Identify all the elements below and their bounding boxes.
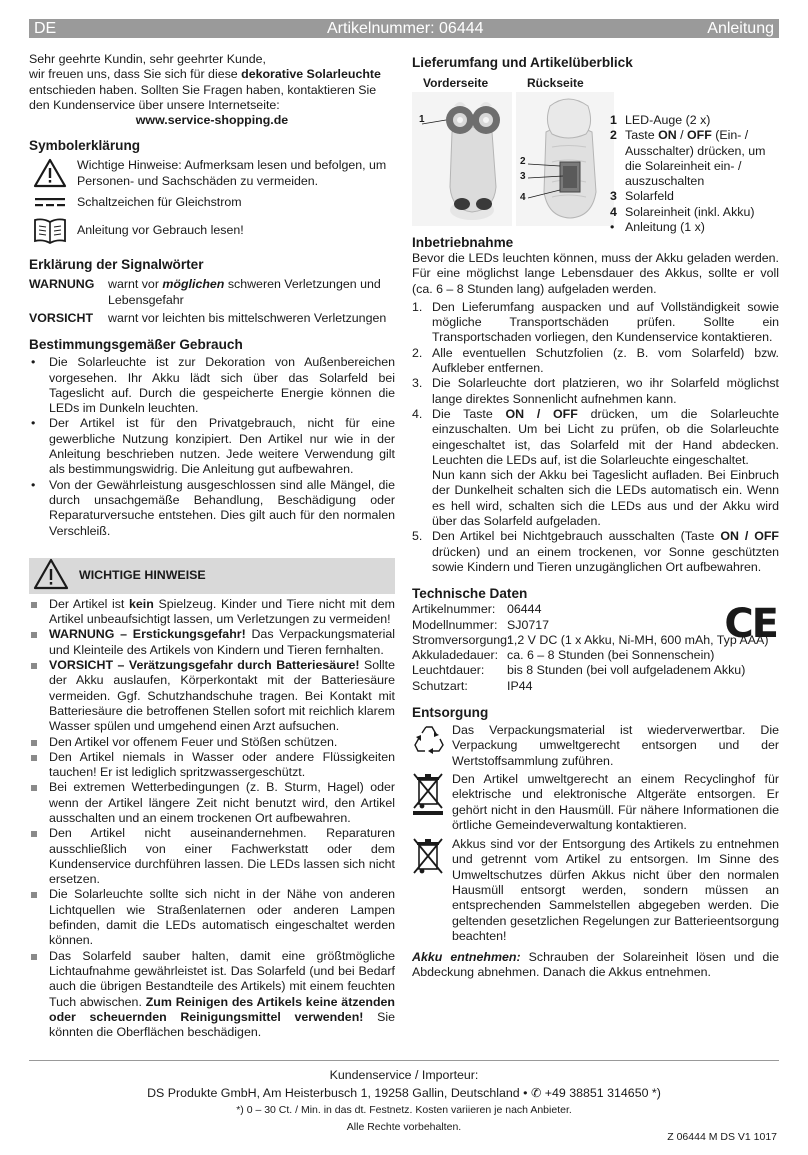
list-item: WARNUNG – Erstickungsgefahr! Das Verpackungsmaterial und Kleinteile des Artikels von Kindern und Tieren fernhalten. xyxy=(29,627,395,658)
crossed-bin-icon xyxy=(412,772,452,820)
intro xyxy=(29,52,395,128)
footer-address: DS Produkte GmbH, Am Heisterbusch 1, 19258 Gallin, Deutschland • ✆ +49 38851 314650 *) xyxy=(147,1086,661,1100)
list-item: VORSICHT – Verätzungsgefahr durch Batteriesäure! Sollte der Akku auslaufen, Körperkontakt mit der Batteriesäure vermeiden. Ggf. Schutzhandschuhe tragen. Bei Kontakt mit Batteriesäure die betroffenen Stellen sofort mit reichlich klarem Wasser spülen und umgehend einen Arzt aufsuchen. xyxy=(29,658,395,734)
recycling-icon xyxy=(412,723,452,759)
list-item: • Der Artikel ist für den Privatgebrauch, nicht für eine gewerbliche Nutzung konzipiert. Den Artikel nur wie in der Anleitung beschrieben nutzen. Jede weitere Verwendung gilt als bestimmungswidrig. Die Anleitung gut aufbewahren. xyxy=(29,416,395,477)
legend-item: 2 Taste ON / OFF (Ein- / Ausschalter) drücken, um die Solareinheit ein- / auszuschalten xyxy=(610,128,766,189)
table-row: Artikelnummer: 06444 xyxy=(412,602,542,617)
disposal-weee xyxy=(412,772,779,833)
left-column xyxy=(29,52,395,1040)
symbol-manual-row xyxy=(29,216,395,244)
important-notes-title: WICHTIGE HINWEISE xyxy=(79,568,206,583)
footer-service-label: Kundenservice / Importeur: xyxy=(329,1068,479,1082)
document-type: Anleitung xyxy=(707,20,774,37)
direct-current-icon xyxy=(29,195,71,209)
legend-item: 1 LED-Auge (2 x) xyxy=(610,113,711,127)
footer-rights: Alle Rechte vorbehalten. xyxy=(346,1121,462,1133)
list-item: • Von der Gewährleistung ausgeschlossen sind alle Mängel, die durch unsachgemäße Behandlung, Beschädigung oder Reparaturversuche entstehen. Dies gilt auch für den normalen Verschleiß. xyxy=(29,478,395,539)
disposal-battery xyxy=(412,837,779,944)
article-number: Artikelnummer: 06444 xyxy=(327,20,484,37)
signal-warnung-text: warnt vor möglichen schweren Verletzungen und Lebensgefahr xyxy=(108,277,381,307)
list-item: 2. Alle eventuellen Schutzfolien (z. B. vom Solarfeld) bzw. Aufkleber entfernen. xyxy=(412,345,779,376)
front-view-label: Vorderseite xyxy=(423,76,489,90)
crossed-bin-battery-icon xyxy=(412,837,452,881)
table-row: Modellnummer: SJ0717 xyxy=(412,617,550,632)
legend-item: 3 Solarfeld xyxy=(610,189,674,204)
document-code: Z 06444 M DS V1 1017 xyxy=(667,1131,777,1143)
list-item: Der Artikel ist kein Spielzeug. Kinder und Tiere nicht mit dem Artikel unbeaufsichtigt lassen, um Verletzungen zu vermeiden! xyxy=(29,597,395,628)
product-overview xyxy=(412,76,779,235)
startup-heading: Inbetriebnahme xyxy=(412,235,514,250)
footer-cost-note: *) 0 – 30 Ct. / Min. in das dt. Festnetz. Kosten variieren je nach Anbieter. xyxy=(236,1104,572,1116)
symbol-warning-row xyxy=(29,158,395,189)
usage-list xyxy=(29,355,395,539)
warning-triangle-icon xyxy=(33,558,69,594)
disposal-packaging-text: Das Verpackungsmaterial ist wiederverwertbar. Die Verpackung umweltgerecht entsorgen und der Wertstoffsammlung zuführen. xyxy=(452,723,779,768)
list-item: 5. Den Artikel bei Nichtgebrauch ausschalten (Taste ON / OFF drücken) und an einem trockenen, vor Sonne geschützten sowie Kindern und Tieren unzugänglichen Ort aufbewahren. xyxy=(412,529,779,574)
list-item: 4. Die Taste ON / OFF drücken, um die Solarleuchte einzuschalten. Um bei Licht zu prüfen, ob die Solarleuchte eingeschaltet ist, das Solarfeld mit der Hand abdecken. Leuchten die LEDs auf, ist die Solarleuchte eingeschaltet. Nun kann sich der Akku bei Tageslicht aufladen. Bei Einbruch der Dunkelheit schalten sich die LEDs automatisch ein. Wenn es hell wird, schalten sich die LEDs aus und der Akku wird über das Solarfeld aufgeladen. xyxy=(412,406,779,529)
back-view-label: Rückseite xyxy=(527,76,584,90)
phone-icon: ✆ xyxy=(530,1086,545,1100)
list-item: Den Artikel nicht auseinandernehmen. Reparaturen ausschließlich von einer Fachwerkstatt oder dem Kundenservice durchführen lassen. Die LEDs lassen sich nicht ersetzen. xyxy=(29,826,395,887)
list-item: 1. Den Lieferumfang auspacken und auf Vollständigkeit sowie mögliche Transportschäden prüfen. Sollte ein Transportschaden vorliegen, den Kundenservice kontaktieren. xyxy=(412,299,779,345)
open-book-icon xyxy=(29,216,71,244)
callout-1: 1 xyxy=(419,114,425,125)
disposal-packaging xyxy=(412,723,779,769)
list-item: • Die Solarleuchte ist zur Dekoration von Außenbereichen vorgesehen. Ihr Akku lädt sich über das Solarfeld bei Tageslicht auf. Durch die gespeicherte Energie können die LEDs im Dunkeln leuchten. xyxy=(29,355,395,416)
language-code: DE xyxy=(34,20,57,37)
callout-2: 2 xyxy=(520,156,526,167)
signal-warnung-key: WARNUNG xyxy=(29,277,95,292)
list-item: Das Solarfeld sauber halten, damit eine größtmögliche Lichtaufnahme gewährleistet ist. Das Solarfeld (und bei Bedarf auch die übrigen Bestandteile des Artikels) mit einem feuchten Tuch abwischen. Zum Reinigen des Artikels keine ätzenden oder scheuernden Reinigungsmittel verwenden! Sie könnten die Oberflächen beschädigen. xyxy=(29,949,395,1041)
symbols-heading: Symbolerklärung xyxy=(29,138,141,154)
tech-heading: Technische Daten xyxy=(412,586,528,602)
battery-removal: Akku entnehmen: Schrauben der Solareinheit lösen und die Abdeckung abnehmen. Danach die Akkus entnehmen. xyxy=(412,950,779,980)
signal-vorsicht-key: VORSICHT xyxy=(29,310,94,325)
disposal-weee-text: Den Artikel umweltgerecht an einem Recyclinghof für elektrische und elektronische Altgeräte entsorgen. Er gehört nicht in den Hausmüll. Für nähere Informationen die örtliche Gemeindeverwaltung kontaktieren. xyxy=(452,771,779,832)
legend-item: • Anleitung (1 x) xyxy=(610,220,705,235)
right-column xyxy=(412,52,779,981)
service-url[interactable]: www.service-shopping.de xyxy=(135,113,289,128)
warning-triangle-icon xyxy=(29,158,71,188)
list-item: Die Solarleuchte sollte sich nicht in der Nähe von anderen Lichtquellen wie Straßenlaternen oder anderen Lampen befinden, damit die LEDs automatisch eingeschaltet werden können. xyxy=(29,887,395,948)
startup-steps xyxy=(412,300,779,575)
legend-item: 4 Solareinheit (inkl. Akku) xyxy=(610,204,755,219)
signal-vorsicht-row xyxy=(29,311,395,326)
important-notes-bar xyxy=(29,558,395,594)
front-view-image xyxy=(412,92,512,226)
scope-legend xyxy=(610,113,779,235)
disposal-battery-text: Akkus sind vor der Entsorgung des Artikels zu entnehmen und getrennt vom Artikel zu entsorgen. Im Sinne des Umweltschutzes dürfen Akkus nicht über den normalen Hausmüll entsorgt werden, sondern müssen an entsprechenden Sammelstellen abgegeben werden. Die geltenden gesetzlichen Regelungen zur Batterieentsorgung beachten! xyxy=(452,837,779,943)
list-item: Den Artikel niemals in Wasser oder andere Flüssigkeiten tauchen! Er ist lediglich spritzwassergeschützt. xyxy=(29,750,395,781)
table-row: Leuchtdauer: bis 8 Stunden (bei voll aufgeladenem Akku) xyxy=(412,663,746,678)
important-notes-list xyxy=(29,597,395,1041)
greeting: Sehr geehrte Kundin, sehr geehrter Kunde, xyxy=(29,52,266,66)
table-row: Schutzart: IP44 xyxy=(412,678,533,693)
header-bar xyxy=(29,19,779,38)
signal-words-heading: Erklärung der Signalwörter xyxy=(29,257,204,273)
scope-heading: Lieferumfang und Artikelüberblick xyxy=(412,55,633,70)
list-item: Bei extremen Wetterbedingungen (z. B. Sturm, Hagel) oder wenn der Artikel längere Zeit nicht benutzt wird, den Artikel ausschalten und an einem trockenen Ort aufbewahren. xyxy=(29,780,395,826)
symbol-warning-text: Wichtige Hinweise: Aufmerksam lesen und befolgen, um Personen- und Sachschäden zu vermeiden. xyxy=(77,158,387,188)
startup-intro: Bevor die LEDs leuchten können, muss der Akku geladen werden. Für eine möglichst lange Lebensdauer des Akkus, sollte er voll (ca. 6 – 8 Stunden lang) aufgeladen werden. xyxy=(412,251,779,296)
list-item: 3. Die Solarleuchte dort platzieren, wo ihr Solarfeld möglichst lange direktes Sonnenlicht aufnehmen kann. xyxy=(412,376,779,406)
back-view-image xyxy=(516,92,614,226)
signal-vorsicht-text: warnt vor leichten bis mittelschweren Verletzungen xyxy=(108,310,387,325)
symbol-dc-row xyxy=(29,195,395,210)
symbol-manual-text: Anleitung vor Gebrauch lesen! xyxy=(77,222,244,237)
disposal-heading: Entsorgung xyxy=(412,705,489,721)
signal-warnung-row xyxy=(29,277,395,308)
tech-table xyxy=(412,602,779,694)
table-row: Stromversorgung: 1,2 V DC (1 x Akku, Ni-MH, 600 mAh, Typ AAA) xyxy=(412,632,769,647)
usage-heading: Bestimmungsgemäßer Gebrauch xyxy=(29,337,243,353)
intro-text: wir freuen uns, dass Sie sich für diese dekorative Solarleuchte entschieden haben. Sollten Sie Fragen haben, kontaktieren Sie den Kundenservice über unsere Internetseite: xyxy=(29,67,381,112)
callout-3: 3 xyxy=(520,171,526,182)
ce-mark: CE xyxy=(724,601,777,648)
footer-divider xyxy=(29,1060,779,1061)
callout-4: 4 xyxy=(520,192,526,203)
symbol-dc-text: Schaltzeichen für Gleichstrom xyxy=(77,195,242,210)
list-item: Den Artikel vor offenem Feuer und Stößen schützen. xyxy=(29,735,395,750)
table-row: Akkuladedauer: ca. 6 – 8 Stunden (bei Sonnenschein) xyxy=(412,648,715,663)
